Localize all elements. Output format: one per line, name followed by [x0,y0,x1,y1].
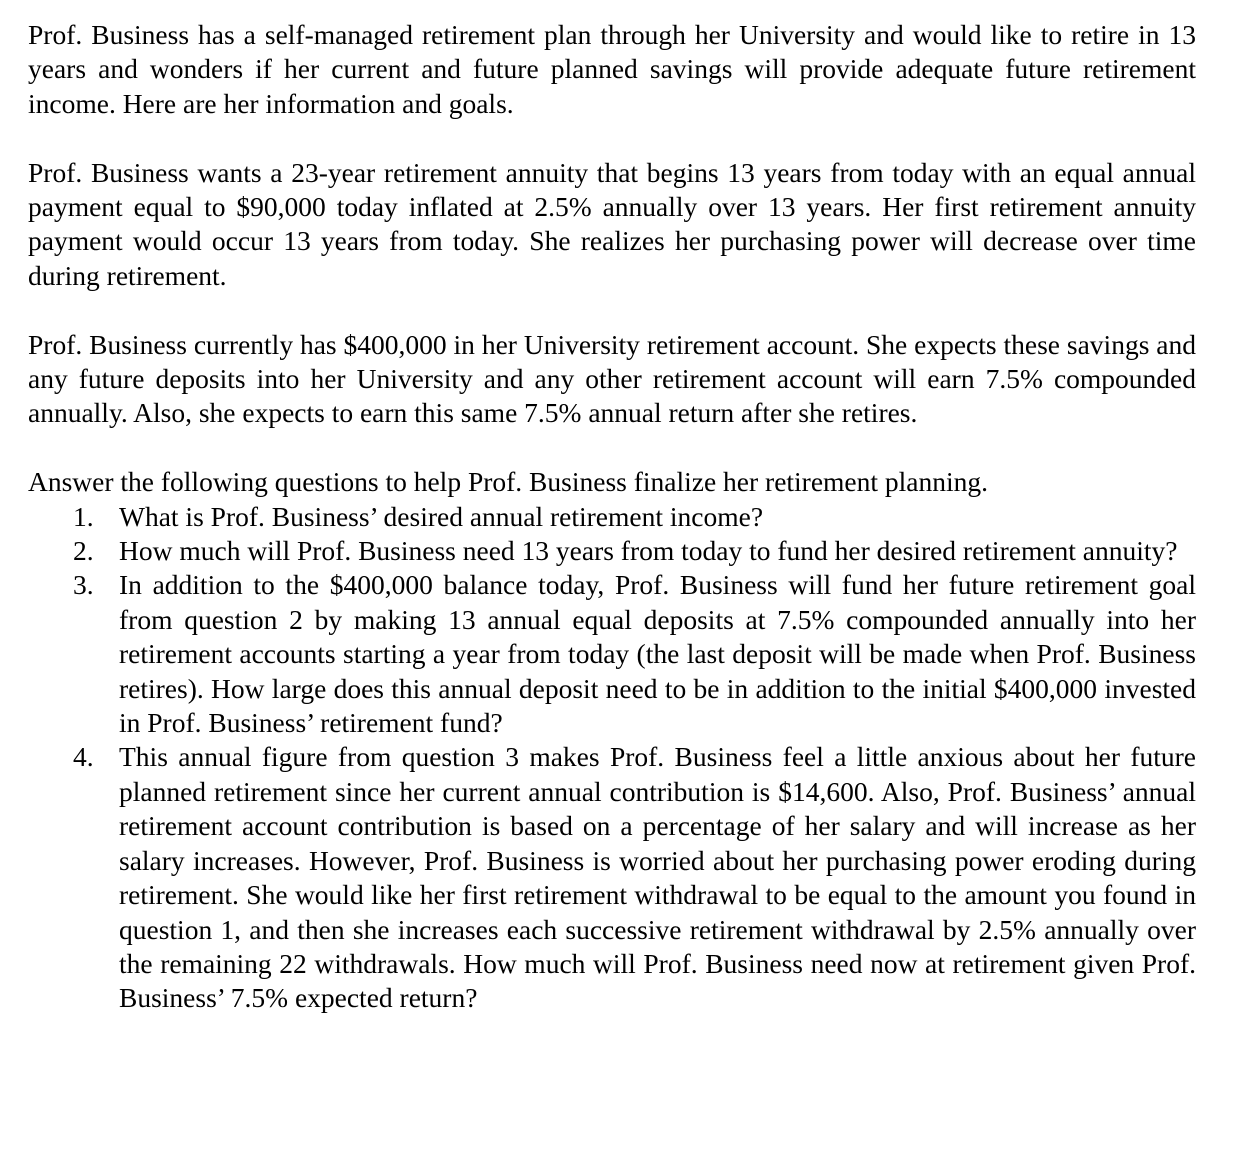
question-item [28,534,1196,568]
paragraph-annuity-goal: Prof. Business wants a 23-year retirement annuity that begins 13 years from today with an equal annual payment equal to $90,000 today inflated at 2.5% annually over 13 years. Her first retirement annuity payment would occur 13 years from today. She realizes her purchasing power will decrease over time during retirement. [28,156,1196,291]
question-number: 4. [73,741,94,773]
questions-list [28,500,1196,1016]
question-item [28,500,1196,534]
question-text: This annual figure from question 3 makes Prof. Business feel a little anxious about her future planned retirement since her current annual contribution is $14,600. Also, Prof. Business’ annual retirement account contribution is based on a percentage of her salary and will increase as her salary increases. However, Prof. Business is worried about her purchasing power eroding during retirement. She would like her first retirement withdrawal to be equal to the amount you found in question 1, and then she increases each successive retirement withdrawal by 2.5% annually over the remaining 22 withdrawals. How much will Prof. Business need now at retirement given Prof. Business’ 7.5% expected return? [119,741,1196,1014]
questions-intro: Answer the following questions to help Prof. Business finalize her retirement planning. [28,466,989,498]
question-item [28,568,1196,740]
paragraph-current-savings: Prof. Business currently has $400,000 in her University retirement account. She expects these savings and any future deposits into her University and any other retirement account will earn 7.5% compounded annually. Also, she expects to earn this same 7.5% annual return after she retires. [28,328,1196,429]
question-item [28,740,1196,1015]
paragraph-background: Prof. Business has a self-managed retirement plan through her University and would like to retire in 13 years and wonders if her current and future planned savings will provide adequate future retirement income. Here are her information and goals. [28,19,1196,119]
question-number: 1. [73,500,94,532]
document-page [28,18,1196,1016]
question-text: In addition to the $400,000 balance today, Prof. Business will fund her future retirement goal from question 2 by making 13 annual equal deposits at 7.5% compounded annually into her retirement accounts starting a year from today (the last deposit will be made when Prof. Business retires). How large does this annual deposit need to be in addition to the initial $400,000 invested in Prof. Business’ retirement fund? [119,569,1196,739]
question-number: 3. [73,569,94,601]
question-text: What is Prof. Business’ desired annual retirement income? [119,500,764,532]
question-text: How much will Prof. Business need 13 years from today to fund her desired retirement annuity? [119,535,1178,567]
question-number: 2. [73,535,94,567]
